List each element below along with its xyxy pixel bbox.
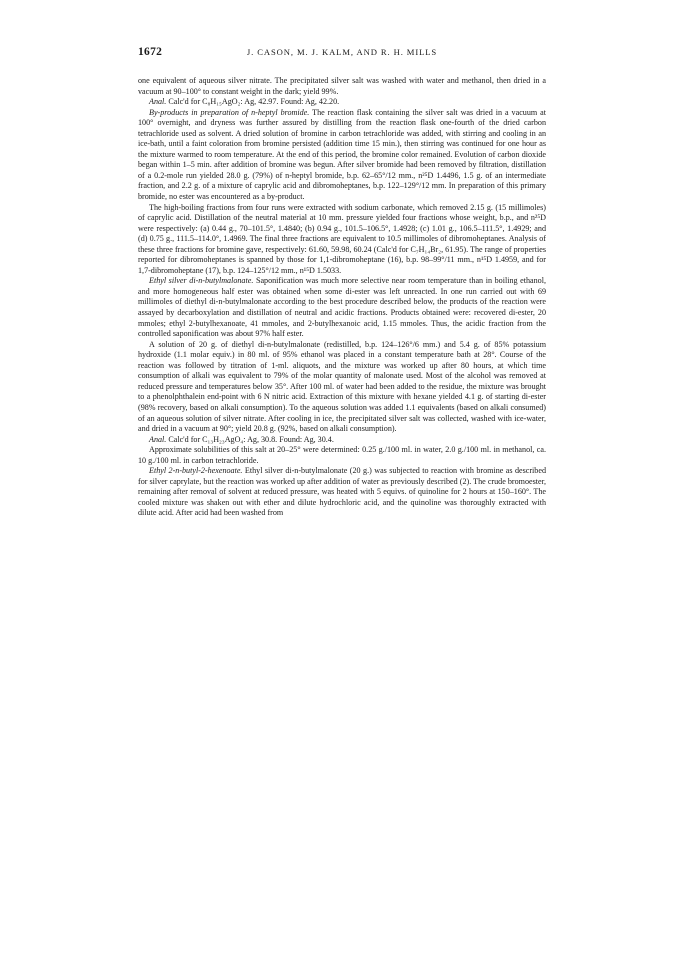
page-header	[138, 46, 546, 62]
paragraph	[138, 276, 546, 339]
paragraph-text: Ethyl silver di-n-butylmalonate (20 g.) was subjected to reaction with bromine as described for silver caprylate, but the reaction was worked up after addition of water as previously described (2). The crude bromoester, remaining after removal of solvent at reduced pressure, was heated with 5 equivs. of quinoline for 2 hours at 150–160°. The cooled mixture was shaken out with ether and dilute hydrochloric acid, and the quinoline was thoroughly extracted with dilute acid. After acid had been washed from	[138, 466, 546, 518]
paragraph	[138, 203, 546, 277]
paragraph-lead: Anal.	[149, 97, 167, 107]
paragraph-text: Calc'd for C₈H₁₅AgO₂: Ag, 42.97. Found: Ag, 42.20.	[166, 97, 340, 107]
paragraph-text: A solution of 20 g. of diethyl di-n-butylmalonate (redistilled, b.p. 124–126°/6 mm.) and 5.4 g. of 85% potassium hydroxide (1.1 molar equiv.) in 80 ml. of 95% ethanol was placed in a constant temperature bath at 28°. Course of the reaction was followed by titration of 1-ml. aliquots, and the mixture was worked up after 80 hours, at which time consumption of alkali was equivalent to 79% of the molar quantity of malonate used. Most of the alcohol was removed at reduced pressure and temperatures below 35°. After 100 ml. of water had been added to the residue, the mixture was brought to a phenolphthalein end-point with 6 N nitric acid. Extraction of this mixture with hexane yielded 4.1 g. of starting di-ester (98% recovery, based on alkali consumption). To the aqueous solution was added 1.1 equivalents (based on alkali consumed) of an aqueous solution of silver nitrate. After cooling in ice, the precipitated silver salt was collected, washed with ice-water, and dried in a vacuum at 90°; yield 20.8 g. (92%, based on alkali consumption).	[138, 339, 546, 434]
section-heading: Ethyl 2-n-butyl-2-hexenoate.	[149, 466, 243, 476]
paragraph-text: Saponification was much more selective near room temperature than in boiling ethanol, and more homogeneous half ester was obtained when some di-ester was left unreacted. In one run carried out with 69 millimoles of diethyl di-n-butylmalonate according to the best procedure described below, the products of the reaction were assayed by decarboxylation and distillation of neutral and acidic fractions. Products obtained were: recovered di-ester, 20 mmoles; ethyl 2-butylhexanoate, 41 mmoles, and 2-butylhexanoic acid, 1.15 mmoles. Thus, the acidic fraction from the controlled saponification was about 97% half ester.	[138, 276, 546, 339]
section-heading: By-products in preparation of n-heptyl bromide.	[149, 107, 310, 117]
paragraph	[138, 445, 546, 466]
analysis-line	[138, 435, 546, 446]
journal-page	[138, 46, 546, 519]
article-body	[138, 76, 546, 519]
paragraph	[138, 108, 546, 203]
running-head: J. CASON, M. J. KALM, AND R. H. MILLS	[246, 47, 438, 57]
paragraph-text: Calc'd for C₁₃H₂₃AgO₄: Ag, 30.8. Found: Ag, 30.4.	[166, 434, 334, 444]
paragraph	[138, 340, 546, 435]
paragraph-text: The high-boiling fractions from four runs were extracted with sodium carbonate, which removed 2.15 g. (15 millimoles) of caprylic acid. Distillation of the neutral material at 10 mm. pressure yielded four fractions whose weight, b.p., and n²⁵D were respectively: (a) 0.44 g., 70–101.5°, 1.4840; (b) 0.94 g., 101.5–106.5°, 1.4928; (c) 1.01 g., 106.5–111.5°, 1.4929; and (d) 0.75 g., 111.5–114.0°, 1.4969. The final three fractions are equivalent to 10.5 millimoles of dibromoheptanes. Analysis of these three fractions for bromine gave, respectively: 61.60, 59.98, 60.24 (Calc'd for C₇H₁₄Br₂, 61.95). The range of properties reported for dibromoheptanes is spanned by those for 1,1-dibromoheptane (16), b.p. 98–99°/11 mm., n¹⁵D 1.4959, and for 1,7-dibromoheptane (17), b.p. 124–125°/12 mm., n¹⁵D 1.5033.	[138, 202, 546, 275]
paragraph-text: The reaction flask containing the silver salt was dried in a vacuum at 100° overnight, and dryness was further assured by distilling from the reaction flask one-fourth of the dried carbon tetrachloride used as solvent. A dried solution of bromine in carbon tetrachloride was added, with stirring and cooling in an ice-bath, until a faint coloration from bromine persisted (addition time 15 min.), then stirring was continued for one hour as the mixture warmed to room temperature. At the end of this period, the bromine color remained. Evolution of carbon dioxide began within 1–5 min. after addition of bromine was begun. After silver bromide had been removed by filtration, distillation of a 0.2-mole run yielded 28.0 g. (79%) of n-heptyl bromide, b.p. 62–65°/12 mm., n²⁵D 1.4496, 1.5 g. of an intermediate fraction, and 2.2 g. of a mixture of caprylic acid and dibromoheptanes, b.p. 122–129°/12 mm. In preparation of this primary bromide, no ester was encountered as a by-product.	[138, 107, 546, 202]
paragraph-text: one equivalent of aqueous silver nitrate. The precipitated silver salt was washed with water and methanol, then dried in a vacuum at 90–100° to constant weight in the dark; yield 99%.	[138, 76, 546, 96]
section-heading: Ethyl silver di-n-butylmalonate.	[149, 276, 254, 286]
paragraph-text: Approximate solubilities of this salt at 20–25° were determined: 0.25 g./100 ml. in water, 2.0 g./100 ml. in methanol, ca. 10 g./100 ml. in carbon tetrachloride.	[138, 445, 546, 465]
paragraph	[138, 76, 546, 97]
paragraph-lead: Anal.	[149, 434, 167, 444]
analysis-line	[138, 97, 546, 108]
paragraph	[138, 466, 546, 519]
page-number: 1672	[138, 46, 163, 58]
